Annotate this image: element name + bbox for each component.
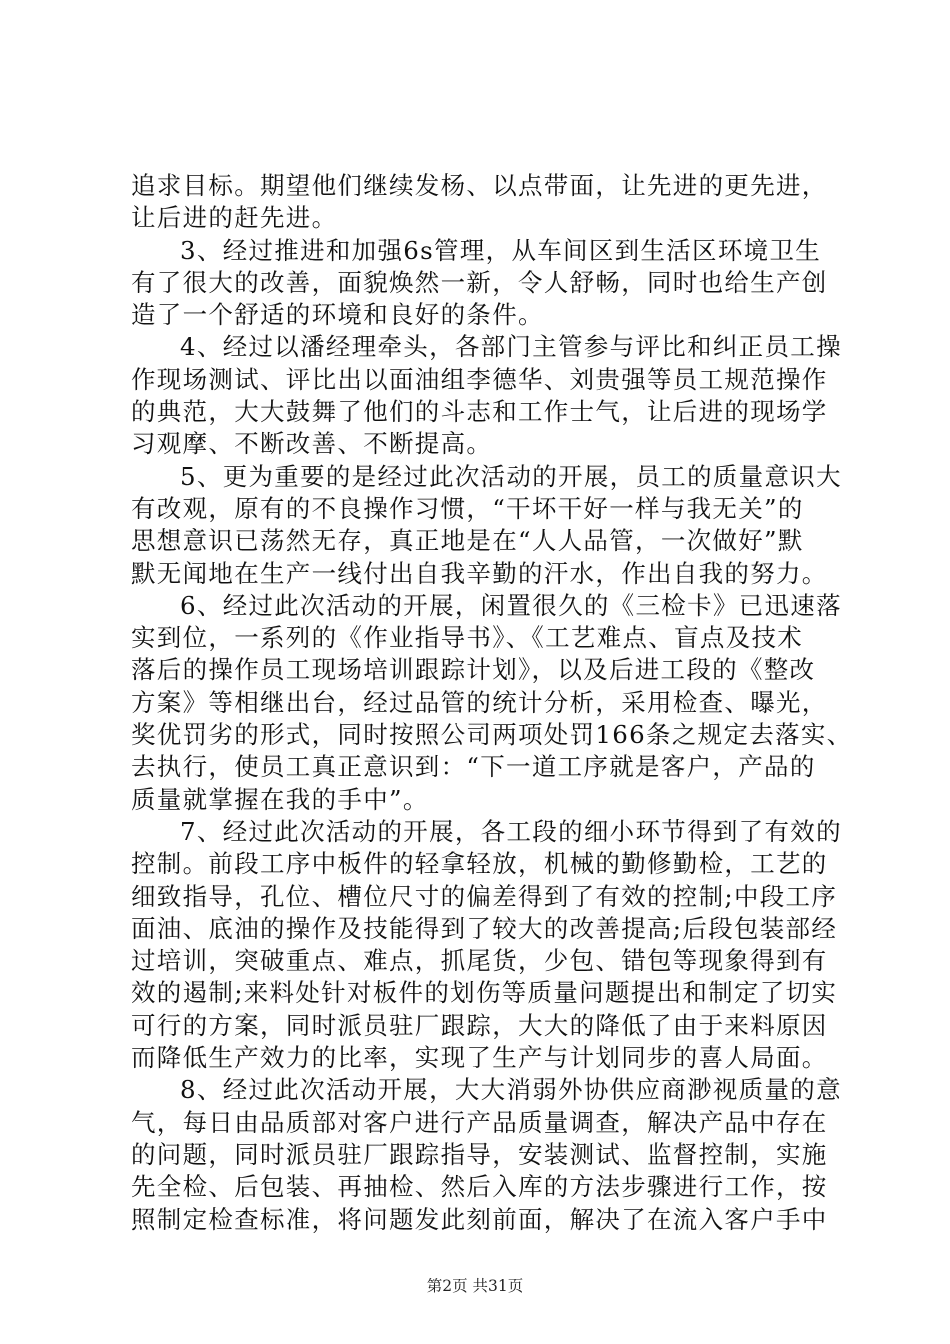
text-line: 追求目标。期望他们继续发杨、以点带面，让先进的更先进， (131, 171, 828, 200)
text-line: 有改观，原有的不良操作习惯，“干坏干好一样与我无关”的 (131, 493, 804, 523)
text-line: 先全检、后包装、再抽检、然后入库的方法步骤进行工作，按 (131, 1172, 828, 1202)
text-line: 面油、底油的操作及技能得到了较大的改善提高;后段包装部经 (131, 913, 838, 943)
paragraph-5-start: 5、更为重要的是经过此次活动的开展，员工的质量意识大 (180, 461, 842, 491)
text-line: 细致指导，孔位、槽位尺寸的偏差得到了有效的控制;中段工序 (131, 881, 838, 911)
page-number-footer: 第2页 共31页 (426, 1277, 524, 1295)
text-line: 去执行，使员工真正意识到：“下一道工序就是客户，产品的 (131, 752, 816, 782)
text-line: 质量就掌握在我的手中”。 (131, 784, 429, 814)
text-line: 奖优罚劣的形式，同时按照公司两项处罚166条之规定去落实、 (131, 720, 853, 750)
text-line: 过培训，突破重点、难点，抓尾货，少包、错包等现象得到有 (131, 946, 828, 976)
text-line: 习观摩、不断改善、不断提高。 (131, 429, 493, 459)
text-line: 照制定检查标准，将问题发此刻前面，解决了在流入客户手中 (131, 1204, 828, 1234)
text-line: 效的遏制;来料处针对板件的划伤等质量问题提出和制定了切实 (131, 978, 838, 1008)
text-line: 默无闻地在生产一线付出自我辛勤的汗水，作出自我的努力。 (131, 558, 828, 588)
paragraph-6-start: 6、经过此次活动的开展，闲置很久的《三检卡》已迅速落 (180, 590, 842, 620)
text-line: 气，每日由品质部对客户进行产品质量调查，解决产品中存在 (131, 1107, 828, 1137)
paragraph-4-start: 4、经过以潘经理牵头，各部门主管参与评比和纠正员工操 (180, 332, 842, 362)
text-line: 有了很大的改善，面貌焕然一新，令人舒畅，同时也给生产创 (131, 267, 828, 297)
text-line: 造了一个舒适的环境和良好的条件。 (131, 300, 544, 330)
text-line: 实到位，一系列的《作业指导书》、《工艺难点、盲点及技术 (131, 623, 804, 653)
text-line: 的典范，大大鼓舞了他们的斗志和工作士气，让后进的现场学 (131, 397, 828, 427)
text-line: 可行的方案，同时派员驻厂跟踪，大大的降低了由于来料原因 (131, 1010, 828, 1040)
text-line: 落后的操作员工现场培训跟踪计划》，以及后进工段的《整改 (131, 655, 816, 685)
document-body (131, 170, 853, 1236)
text-line: 方案》等相继出台，经过品管的统计分析，采用检查、曝光， (131, 687, 828, 717)
text-line: 思想意识已荡然无存，真正地是在“人人品管，一次做好”默 (131, 526, 804, 556)
paragraph-8-start: 8、经过此次活动开展，大大消弱外协供应商渺视质量的意 (180, 1075, 842, 1105)
text-line: 控制。前段工序中板件的轻拿轻放，机械的勤修勤检，工艺的 (131, 849, 828, 879)
text-line: 让后进的赶先进。 (131, 203, 338, 233)
paragraph-7-start: 7、经过此次活动的开展，各工段的细小环节得到了有效的 (180, 816, 842, 846)
text-line: 作现场测试、评比出以面油组李德华、刘贵强等员工规范操作 (131, 364, 828, 394)
text-line: 而降低生产效力的比率，实现了生产与计划同步的喜人局面。 (131, 1043, 828, 1073)
text-line: 的问题，同时派员驻厂跟踪指导，安装测试、监督控制，实施 (131, 1139, 828, 1169)
paragraph-3-start: 3、经过推进和加强6s管理，从车间区到生活区环境卫生 (180, 235, 822, 265)
